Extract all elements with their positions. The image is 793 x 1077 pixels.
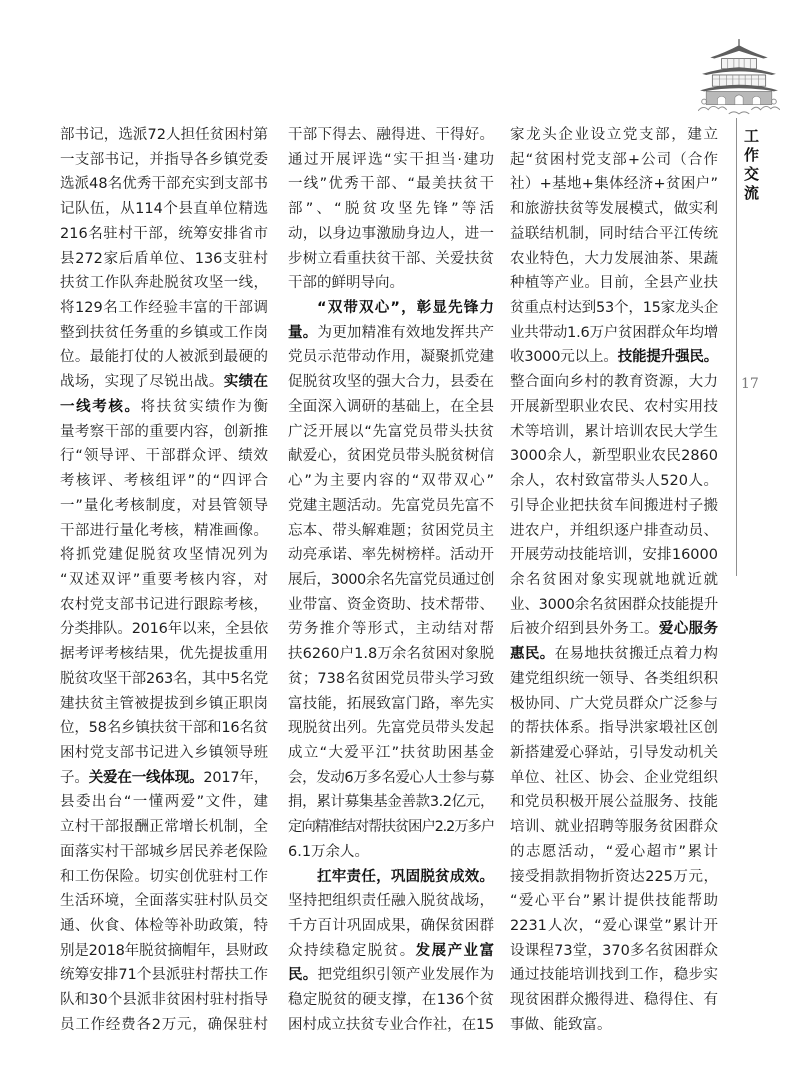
bold-subheading: 惠民。 bbox=[510, 646, 555, 663]
text-line: 将129名工作经验丰富的干部调 bbox=[60, 300, 268, 317]
text-line: 进农户，并组织逐户排查动员、 bbox=[510, 522, 718, 539]
text-line: 展后，3000余名先富党员通过创 bbox=[288, 571, 494, 588]
text-run: 6.1万余人。 bbox=[288, 843, 370, 860]
text-line: 党建主题活动。先富党员先富不 bbox=[288, 497, 494, 514]
text-line: 将抓党建促脱贫攻坚情况列为 bbox=[60, 547, 268, 564]
text-line: 通、伙食、体检等补助政策，特 bbox=[60, 918, 268, 934]
text-line: 贫重点村达到53个，15家龙头企 bbox=[510, 300, 718, 317]
text-line: 动亮承诺、率先树榜样。活动开 bbox=[288, 547, 494, 564]
text-run: 事做、能致富。 bbox=[510, 1016, 612, 1033]
text-line: 现贫困群众搬得进、稳得住、有 bbox=[510, 992, 718, 1009]
text-line: 捐，累计募集基金善款3.2亿元， bbox=[288, 794, 494, 811]
text-line: 脱贫攻坚干部263名，其中5名党 bbox=[60, 670, 268, 687]
text-line: 建扶贫主管被提拔到乡镇正职岗 bbox=[60, 695, 268, 712]
text-run: 2017年， bbox=[203, 769, 269, 786]
text-line: 定向精准结对帮扶贫困户2.2万多户 bbox=[288, 819, 494, 836]
text-line bbox=[288, 840, 494, 865]
text-line: 开展劳动技能培训，安排16000 bbox=[510, 547, 718, 564]
text-line: 会，发动6万多名爱心人士参与募 bbox=[288, 769, 494, 786]
text-line: “双述双评”重要考核内容，对 bbox=[60, 571, 268, 588]
section-label: 工作交流 bbox=[742, 128, 760, 204]
text-line: 通过开展评选“实干担当·建功 bbox=[288, 151, 494, 168]
text-line bbox=[510, 617, 718, 642]
text-column-1 bbox=[60, 123, 268, 1038]
text-line: 献爱心，贫困党员带头脱贫树信 bbox=[288, 448, 494, 465]
text-line bbox=[288, 321, 494, 346]
text-line bbox=[288, 939, 494, 964]
text-line: 建党组织统一领导、各类组织积 bbox=[510, 670, 718, 687]
text-run: 子。 bbox=[60, 769, 89, 786]
pagoda-top-tier bbox=[710, 39, 767, 69]
text-line: 员工作经费各2万元，确保驻村 bbox=[60, 1016, 268, 1033]
text-line: 量考察干部的重要内容，创新推 bbox=[60, 423, 268, 440]
text-line: 位，58名乡镇扶贫干部和16名贫 bbox=[60, 720, 268, 737]
bold-subheading: “双带双心”，彰显先锋力 bbox=[317, 300, 494, 317]
text-line: 起“贫困村党支部+公司（合作 bbox=[510, 151, 718, 168]
text-line: 困村党支部书记进入乡镇领导班 bbox=[60, 744, 268, 761]
text-line: 3000余人，新型职业农民2860 bbox=[510, 448, 718, 465]
text-line: 接受捐款捐物折资达225万元， bbox=[510, 868, 718, 885]
text-run: 把党组织引领产业发展作为 bbox=[317, 967, 495, 984]
text-line: 促脱贫攻坚的强大合力，县委在 bbox=[288, 374, 494, 391]
text-line: 一线”优秀干部、“最美扶贫干 bbox=[288, 176, 494, 193]
pagoda-middle-tier bbox=[702, 67, 776, 86]
text-line bbox=[60, 395, 268, 420]
text-line bbox=[510, 345, 718, 370]
text-line: 整到扶贫任务重的乡镇或工作岗 bbox=[60, 324, 268, 341]
bold-subheading: 一线考核。 bbox=[60, 398, 141, 415]
text-line bbox=[60, 370, 268, 395]
text-line: 步树立看重扶贫干部、关爱扶贫 bbox=[288, 250, 494, 267]
text-line: 干部下得去、融得进、干得好。 bbox=[288, 127, 494, 143]
text-line: 全面深入调研的基础上，在全县 bbox=[288, 398, 494, 415]
text-line: 业共带动1.6万户贫困群众年均增 bbox=[510, 324, 718, 341]
text-run: 战场，实现了尽锐出战。 bbox=[60, 374, 224, 391]
text-line: 扶6260户1.8万余名贫困对象脱 bbox=[288, 646, 494, 663]
text-line: 种植等产业。目前，全县产业扶 bbox=[510, 275, 718, 292]
text-run: 将扶贫实绩作为衡 bbox=[140, 398, 268, 415]
text-line: 业、3000余名贫困群众技能提升 bbox=[510, 596, 718, 613]
text-run: 为更加精准有效地发挥共产 bbox=[317, 324, 495, 341]
text-line bbox=[288, 271, 494, 296]
text-run: 干部的鲜明导向。 bbox=[288, 275, 404, 292]
bold-subheading: 民。 bbox=[288, 967, 318, 984]
text-line: 选派48名优秀干部充实到支部书 bbox=[60, 176, 268, 193]
text-line: 和工伤保险。切实创优驻村工作 bbox=[60, 868, 268, 885]
text-line: 术等培训，累计培训农民大学生 bbox=[510, 423, 718, 440]
text-line: 216名驻村干部，统筹安排省市 bbox=[60, 225, 268, 242]
text-line: “爱心平台”累计提供技能帮助 bbox=[510, 893, 718, 910]
text-line: 余名贫困对象实现就地就近就 bbox=[510, 571, 718, 588]
text-line: 千方百计巩固成果，确保贫困群 bbox=[288, 918, 494, 934]
text-line: 余人，农村致富带头人520人。 bbox=[510, 473, 718, 490]
text-line: 队和30个县派非贫困村驻村指导 bbox=[60, 992, 268, 1009]
text-line: 引导企业把扶贫车间搬进村子搬 bbox=[510, 497, 718, 514]
text-line: 的志愿活动，“爱心超市”累计 bbox=[510, 843, 718, 860]
text-line: 记队伍，从114个县直单位精选 bbox=[60, 201, 268, 218]
text-line bbox=[510, 1013, 718, 1038]
text-line: 动，以身边事激励身边人，进一 bbox=[288, 225, 494, 242]
text-line bbox=[288, 296, 494, 321]
bold-subheading: 技能提升强民。 bbox=[617, 349, 718, 366]
text-line: 坚持把组织责任融入脱贫战场， bbox=[288, 893, 494, 910]
text-line: 据考评考核结果，优先提拔重用 bbox=[60, 646, 268, 663]
text-line: 立村干部报酬正常增长机制，全 bbox=[60, 819, 268, 836]
text-line: 设课程73堂，370多名贫困群众 bbox=[510, 942, 718, 959]
text-line: 部书记，选派72人担任贫困村第 bbox=[60, 127, 268, 143]
text-line bbox=[510, 642, 718, 667]
text-line: 县委出台“一懂两爱”文件，建 bbox=[60, 794, 268, 811]
text-line: 的帮扶体系。指导洪家塅社区创 bbox=[510, 720, 718, 737]
text-line: 富技能，拓展致富门路，率先实 bbox=[288, 695, 494, 712]
text-line: 考核评、考核组评”的“四评合 bbox=[60, 473, 268, 490]
bold-subheading: 量。 bbox=[288, 324, 318, 341]
bold-subheading: 发展产业富 bbox=[415, 942, 495, 959]
text-line bbox=[288, 865, 494, 890]
text-line: 单位、社区、协会、企业党组织 bbox=[510, 769, 718, 786]
text-line: 和党员积极开展公益服务、技能 bbox=[510, 794, 718, 811]
text-line: 开展新型职业农民、农村实用技 bbox=[510, 398, 718, 415]
text-line: 党员示范带动作用，凝聚抓党建 bbox=[288, 349, 494, 366]
bold-subheading: 关爱在一线体现。 bbox=[88, 769, 204, 786]
text-line: 益联结机制，同时结合平江传统 bbox=[510, 225, 718, 242]
text-line: 忘本、带头解难题；贫困党员主 bbox=[288, 522, 494, 539]
text-run: 收3000元以上。 bbox=[510, 349, 618, 366]
text-line: 分类排队。2016年以来，全县依 bbox=[60, 621, 268, 638]
text-line: 极协同、广大党员群众广泛参与 bbox=[510, 695, 718, 712]
text-line: 一”量化考核制度，对县管领导 bbox=[60, 497, 268, 514]
text-run: 在易地扶贫搬迁点着力构 bbox=[554, 646, 719, 663]
text-column-3 bbox=[510, 123, 718, 1038]
text-line: 贫；738名贫困党员带头学习致 bbox=[288, 670, 494, 687]
bold-subheading: 实绩在 bbox=[223, 374, 269, 391]
bold-subheading: 爱心服务 bbox=[658, 621, 719, 638]
pagoda-illustration bbox=[698, 36, 780, 118]
text-line: 农业特色，大力发展油茶、果蔬 bbox=[510, 250, 718, 267]
text-line: 成立“大爱平江”扶贫助困基金 bbox=[288, 744, 494, 761]
text-line: 干部进行量化考核，精准画像。 bbox=[60, 522, 268, 539]
text-line: 困村成立扶贫专业合作社，在15 bbox=[288, 1016, 494, 1033]
text-line: 扶贫工作队奔赴脱贫攻坚一线， bbox=[60, 275, 268, 292]
text-line bbox=[288, 963, 494, 988]
text-run: 众持续稳定脱贫。 bbox=[288, 942, 416, 959]
text-line: 面落实村干部城乡居民养老保险 bbox=[60, 843, 268, 860]
text-line: 业带富、资金资助、技术帮带、 bbox=[288, 596, 494, 613]
text-run: 后被介绍到县外务工。 bbox=[510, 621, 659, 638]
text-line: 生活环境，全面落实驻村队员交 bbox=[60, 893, 268, 910]
text-line: 家龙头企业设立党支部，建立 bbox=[510, 127, 718, 143]
page-number: 17 bbox=[741, 376, 759, 392]
text-line: 一支部书记，并指导各乡镇党委 bbox=[60, 151, 268, 168]
bold-subheading: 扛牢责任，巩固脱贫成效。 bbox=[317, 868, 494, 885]
text-line: 广泛开展以“先富党员带头扶贫 bbox=[288, 423, 494, 440]
text-line: 行“领导评、干部群众评、绩效 bbox=[60, 448, 268, 465]
text-line: 和旅游扶贫等发展模式，做实利 bbox=[510, 201, 718, 218]
text-line: 县272家后盾单位、136支驻村 bbox=[60, 250, 268, 267]
text-line: 别是2018年脱贫摘帽年，县财政 bbox=[60, 942, 268, 959]
text-line: 稳定脱贫的硬支撑，在136个贫 bbox=[288, 992, 494, 1009]
text-line: 农村党支部书记进行跟踪考核， bbox=[60, 596, 268, 613]
text-line: 培训、就业招聘等服务贫困群众 bbox=[510, 819, 718, 836]
text-line: 2231人次，“爱心课堂”累计开 bbox=[510, 918, 718, 934]
text-column-2 bbox=[288, 123, 494, 1038]
text-line bbox=[60, 766, 268, 791]
text-line: 整合面向乡村的教育资源，大力 bbox=[510, 374, 718, 391]
text-line: 新搭建爱心驿站，引导发动机关 bbox=[510, 744, 718, 761]
text-line: 心”为主要内容的“双带双心” bbox=[288, 473, 494, 490]
text-line: 劳务推介等形式，主动结对帮 bbox=[288, 621, 494, 638]
pagoda-lower-tier bbox=[700, 85, 778, 105]
text-line: 统筹安排71个县派驻村帮扶工作 bbox=[60, 967, 268, 984]
text-line: 位。最能打仗的人被派到最硬的 bbox=[60, 349, 268, 366]
margin-divider-line bbox=[736, 118, 737, 576]
text-line: 部”、“脱贫攻坚先锋”等活 bbox=[288, 201, 494, 218]
text-line: 社）+基地+集体经济+贫困户” bbox=[510, 176, 718, 193]
text-line: 现脱贫出列。先富党员带头发起 bbox=[288, 720, 494, 737]
text-line: 通过技能培训找到工作，稳步实 bbox=[510, 967, 718, 984]
